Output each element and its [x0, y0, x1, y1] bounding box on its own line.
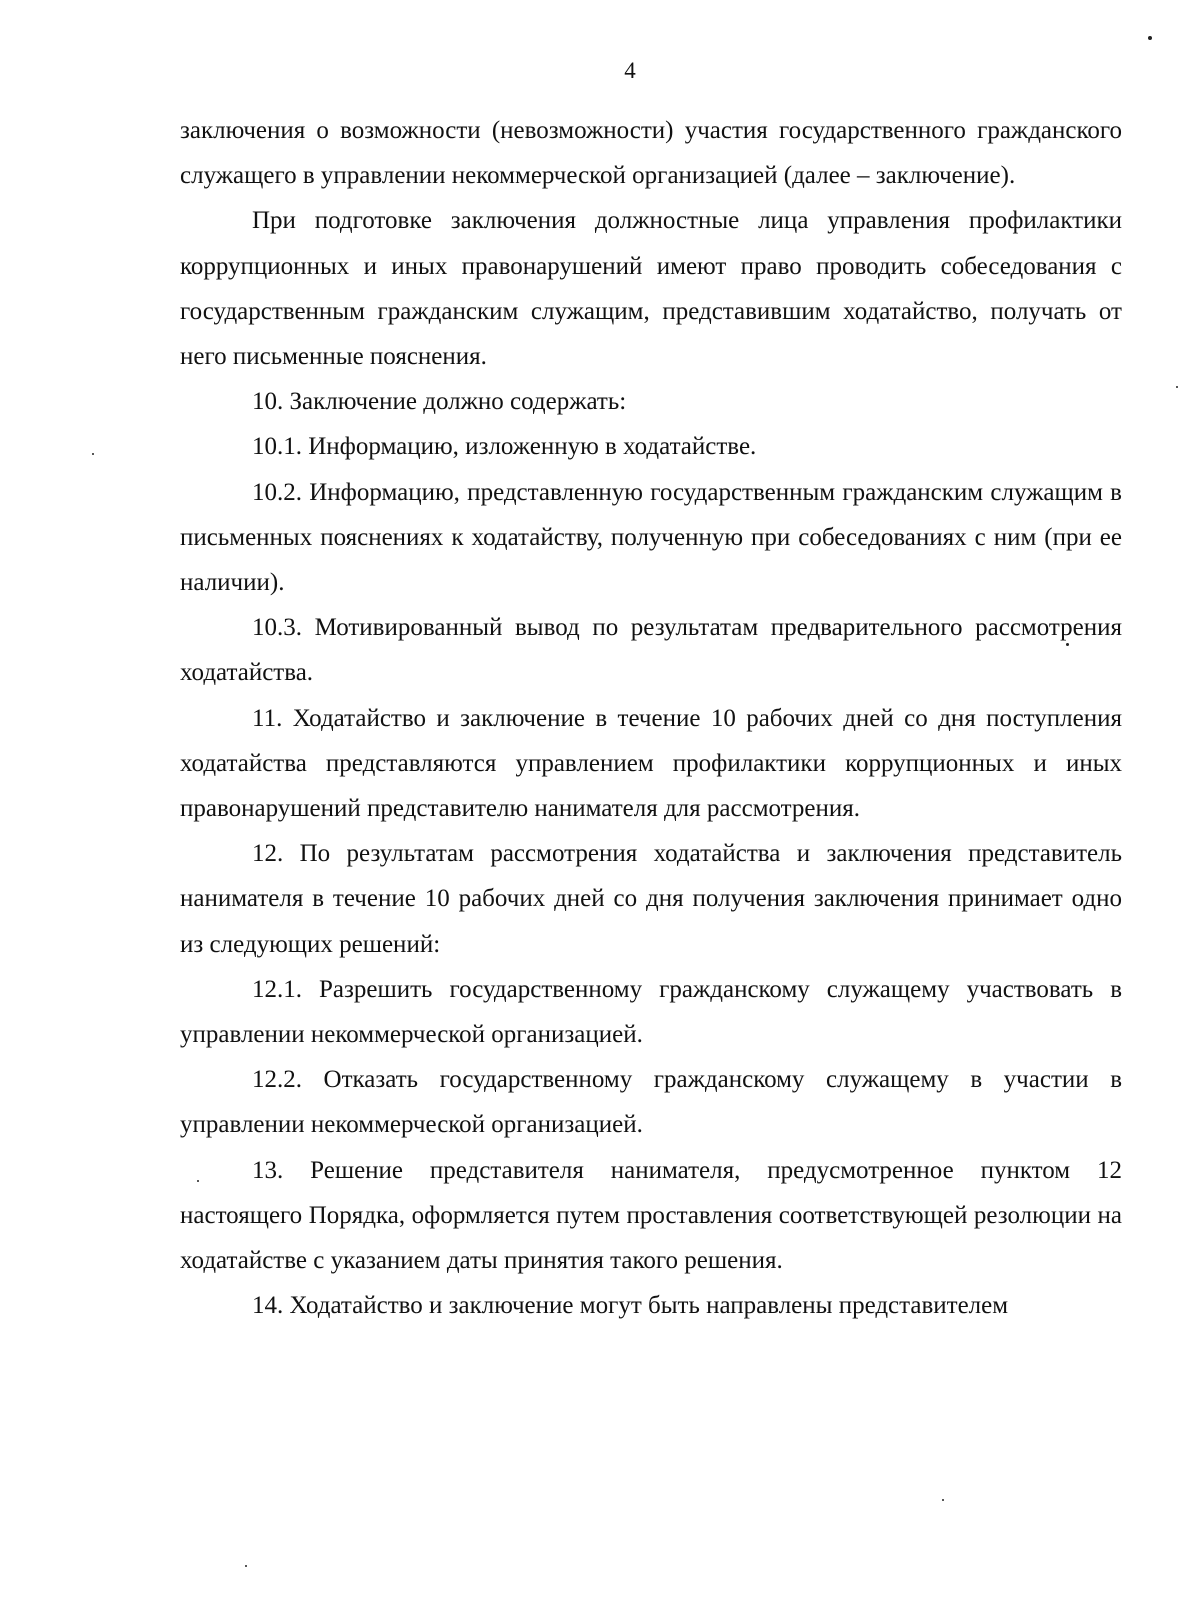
document-body	[180, 108, 1122, 1328]
paragraph-11: 11. Ходатайство и заключение в течение 10 рабочих дней со дня поступления ходатайства представляются управлением профилактики коррупционных и иных правонарушений представителю нанимателя для рассмотрения.	[180, 704, 1122, 823]
paragraph-conclusion-definition: заключения о возможности (невозможности) участия государственного гражданского служащего в управлении некоммерческой организацией (далее – заключение).	[180, 117, 1122, 190]
paragraph-12-2: 12.2. Отказать государственному гражданскому служащему в участии в управлении некоммерческой организацией.	[180, 1066, 1122, 1139]
paragraph-10-3: 10.3. Мотивированный вывод по результатам предварительного рассмотрения ходатайства.	[180, 614, 1122, 687]
paragraph-13: 13. Решение представителя нанимателя, предусмотренное пунктом 12 настоящего Порядка, оформляется путем проставления соответствующей резолюции на ходатайстве с указанием даты принятия такого решения.	[180, 1156, 1122, 1275]
scan-speck	[1176, 386, 1178, 388]
scan-speck	[1066, 643, 1069, 646]
scan-speck	[92, 453, 94, 455]
scan-speck	[245, 1565, 247, 1567]
paragraph-interview-right: При подготовке заключения должностные лица управления профилактики коррупционных и иных правонарушений имеют право проводить собеседования с государственным гражданским служащим, представившим ходатайство, получать от него письменные пояснения.	[180, 207, 1122, 371]
paragraph-10: 10. Заключение должно содержать:	[252, 388, 627, 416]
paragraph-10-2: 10.2. Информацию, представленную государственным гражданским служащим в письменных пояснениях к ходатайству, полученную при собеседованиях с ним (при ее наличии).	[180, 478, 1122, 597]
paragraph-12-1: 12.1. Разрешить государственному гражданскому служащему участвовать в управлении некоммерческой организацией.	[180, 975, 1122, 1049]
paragraph-12: 12. По результатам рассмотрения ходатайства и заключения представитель нанимателя в течение 10 рабочих дней со дня получения заключения принимает одно из следующих решений:	[180, 840, 1122, 958]
paragraph-14: 14. Ходатайство и заключение могут быть направлены представителем	[252, 1292, 1009, 1320]
paragraph-10-1: 10.1. Информацию, изложенную в ходатайстве.	[252, 433, 757, 461]
page-number: 4	[624, 58, 636, 83]
scan-speck	[1148, 36, 1152, 40]
scan-speck	[197, 1180, 199, 1182]
scan-speck	[942, 1499, 944, 1501]
